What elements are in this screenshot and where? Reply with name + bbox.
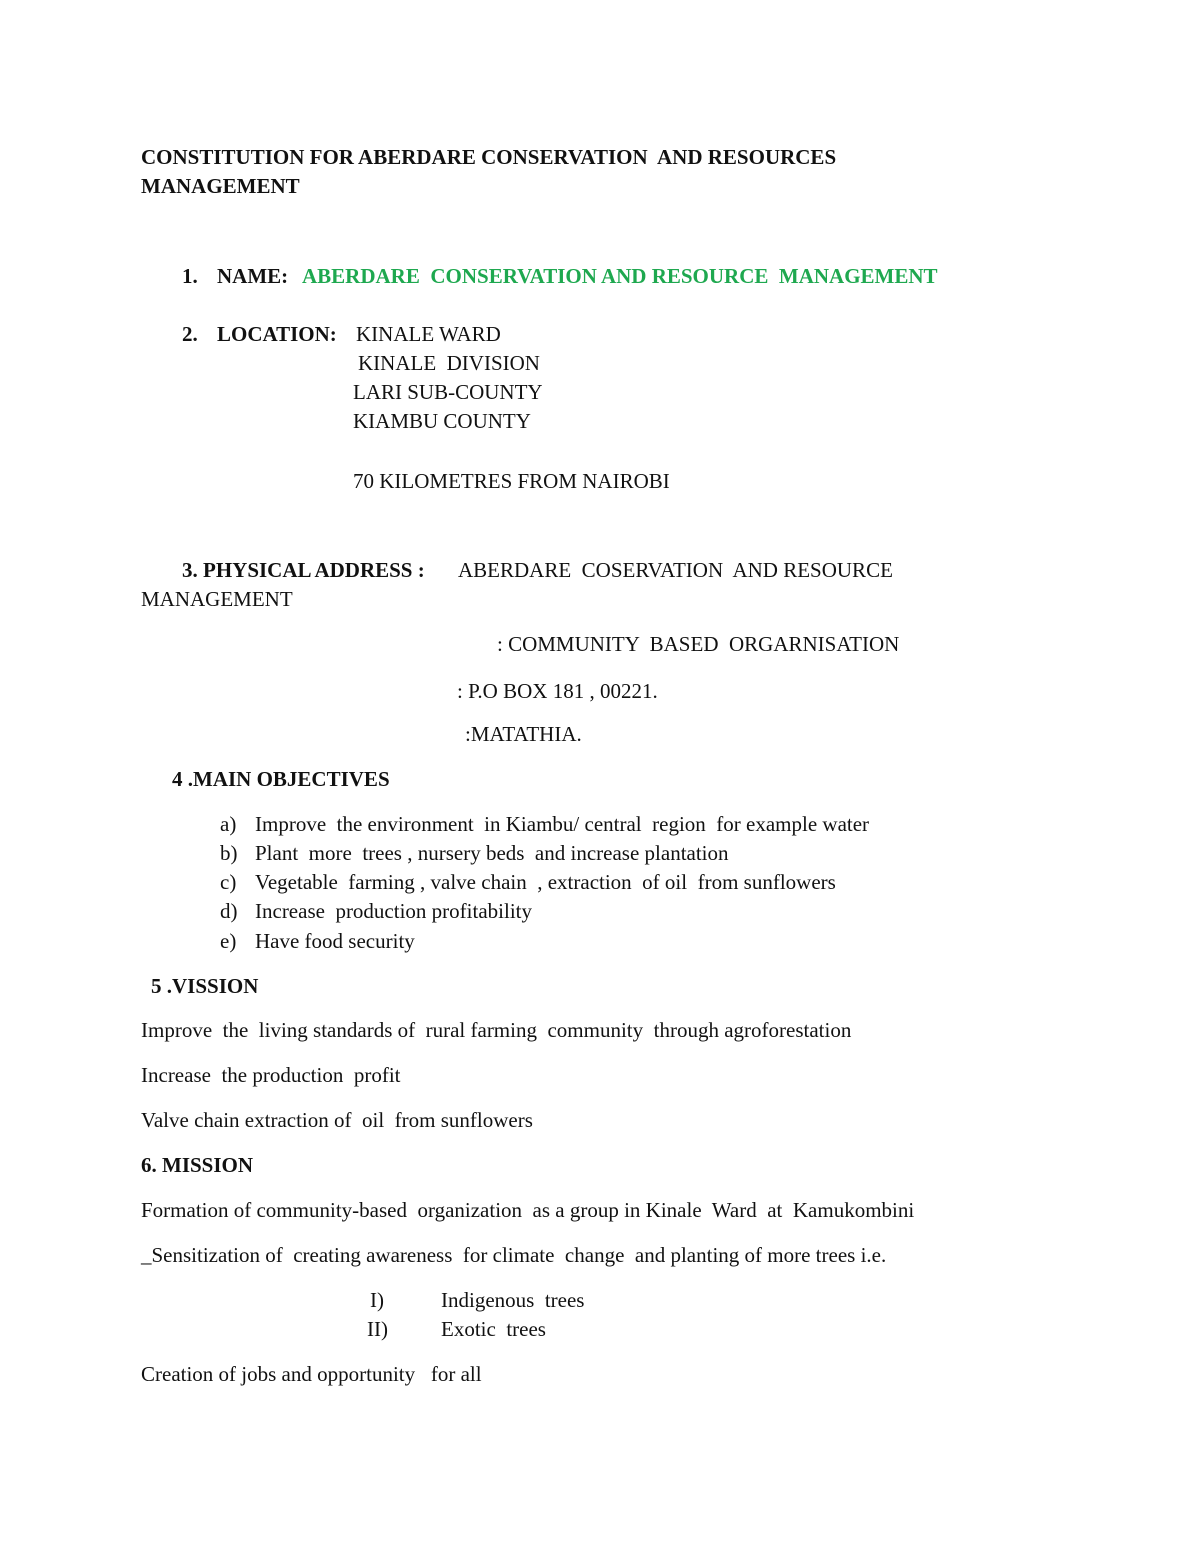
- address-organisation-type: : COMMUNITY BASED ORGARNISATION: [497, 632, 900, 656]
- location-section-label: LOCATION:: [217, 322, 337, 346]
- location-distance: 70 KILOMETRES FROM NAIROBI: [353, 469, 670, 493]
- document-title-line-2: MANAGEMENT: [141, 174, 300, 198]
- objective-item: Plant more trees , nursery beds and increase plantation: [255, 841, 729, 865]
- mission-heading: 6. MISSION: [141, 1153, 254, 1177]
- objective-marker: d): [220, 899, 238, 923]
- objective-item: Have food security: [255, 929, 415, 953]
- tree-type-marker: I): [370, 1288, 384, 1312]
- objective-marker: e): [220, 929, 237, 953]
- objective-marker: b): [220, 841, 238, 865]
- objective-item: Increase production profitability: [255, 899, 532, 923]
- tree-type-item: Exotic trees: [441, 1317, 546, 1341]
- objective-item: Vegetable farming , valve chain , extraction of oil from sunflowers: [255, 870, 836, 894]
- name-section-number: 1.: [182, 264, 198, 288]
- objective-item: Improve the environment in Kiambu/ central region for example water: [255, 812, 870, 836]
- vision-heading: 5 .VISSION: [151, 974, 259, 998]
- objectives-heading: 4 .MAIN OBJECTIVES: [172, 767, 390, 791]
- location-sub-county: LARI SUB-COUNTY: [353, 380, 543, 404]
- objective-marker: a): [220, 812, 237, 836]
- mission-closing: Creation of jobs and opportunity for all: [141, 1362, 482, 1386]
- vision-paragraph: Increase the production profit: [141, 1063, 401, 1087]
- name-section-label: NAME:: [217, 264, 289, 288]
- location-ward: KINALE WARD: [356, 322, 501, 346]
- address-po-box: : P.O BOX 181 , 00221.: [457, 679, 658, 703]
- tree-type-item: Indigenous trees: [441, 1288, 585, 1312]
- address-value-line-2: MANAGEMENT: [141, 587, 293, 611]
- objective-marker: c): [220, 870, 237, 894]
- address-value-line-1: ABERDARE COSERVATION AND RESOURCE: [458, 558, 893, 582]
- mission-paragraph: Formation of community-based organization as a group in Kinale Ward at Kamukombini: [141, 1198, 915, 1222]
- organization-name-value: ABERDARE CONSERVATION AND RESOURCE MANAGEMENT: [302, 264, 938, 288]
- location-division: KINALE DIVISION: [358, 351, 540, 375]
- vision-paragraph: Improve the living standards of rural farming community through agroforestation: [141, 1018, 852, 1042]
- location-section-number: 2.: [182, 322, 198, 346]
- mission-paragraph: _Sensitization of creating awareness for climate change and planting of more trees i.e.: [141, 1243, 887, 1267]
- location-county: KIAMBU COUNTY: [353, 409, 531, 433]
- tree-type-marker: II): [367, 1317, 388, 1341]
- address-town: :MATATHIA.: [465, 722, 582, 746]
- vision-paragraph: Valve chain extraction of oil from sunflowers: [141, 1108, 533, 1132]
- document-title-line-1: CONSTITUTION FOR ABERDARE CONSERVATION AND RESOURCES: [141, 145, 837, 169]
- address-section-label: 3. PHYSICAL ADDRESS :: [182, 558, 425, 582]
